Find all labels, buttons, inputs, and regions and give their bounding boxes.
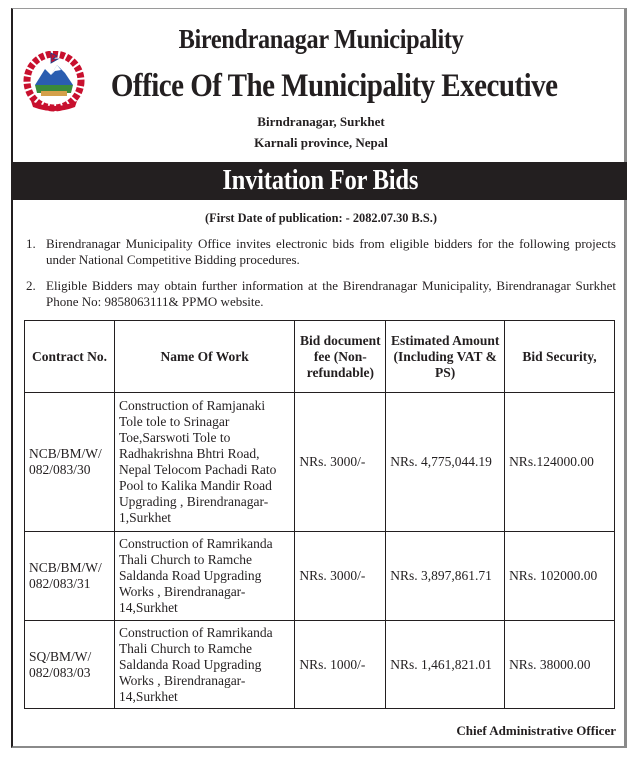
table-row bbox=[25, 393, 615, 532]
bid-security-cell: NRs. 102000.00 bbox=[505, 532, 615, 621]
paragraph-number: 1. bbox=[26, 236, 36, 251]
paragraph-number: 2. bbox=[26, 278, 36, 293]
table-row bbox=[25, 532, 615, 621]
contract-no-cell: SQ/BM/W/ 082/083/03 bbox=[25, 621, 115, 709]
invitation-banner bbox=[13, 162, 627, 200]
bid-fee-cell: NRs. 3000/- bbox=[295, 532, 386, 621]
paragraph-2 bbox=[26, 278, 616, 310]
bid-fee-cell: NRs. 3000/- bbox=[295, 393, 386, 532]
organization-name: Birendranagar Municipality bbox=[178, 24, 464, 54]
publication-date: (First Date of publication: - 2082.07.30 B.S.) bbox=[205, 210, 437, 225]
header-bid-document-fee: Bid document fee (Non-refundable) bbox=[295, 321, 386, 393]
office-name: Office Of The Municipality Executive bbox=[110, 68, 558, 104]
header-contract-no: Contract No. bbox=[25, 321, 115, 393]
contract-no-cell: NCB/BM/W/ 082/083/31 bbox=[25, 532, 115, 621]
table-row bbox=[25, 621, 615, 709]
paragraph-1 bbox=[26, 236, 616, 268]
signatory-title: Chief Administrative Officer bbox=[456, 723, 616, 738]
estimated-amount-cell: NRs. 1,461,821.01 bbox=[386, 621, 505, 709]
table-header-row bbox=[25, 321, 615, 393]
paragraph-text: Birendranagar Municipality Office invites electronic bids from eligible bidders for the following projects under National Competitive Bidding procedures. bbox=[46, 236, 616, 267]
contract-no-cell: NCB/BM/W/ 082/083/30 bbox=[25, 393, 115, 532]
estimated-amount-cell: NRs. 4,775,044.19 bbox=[386, 393, 505, 532]
bids-table bbox=[24, 320, 615, 709]
bid-security-cell: NRs.124000.00 bbox=[505, 393, 615, 532]
header-bid-security: Bid Security, bbox=[505, 321, 615, 393]
name-of-work-cell: Construction of Ramrikanda Thali Church to Ramche Saldanda Road Upgrading Works , Birendranagar-14,Surkhet bbox=[114, 532, 294, 621]
name-of-work-cell: Construction of Ramjanaki Tole tole to Srinagar Toe,Sarswoti Tole to Radhakrishna Bhtri Road, Nepal Telocom Pachadi Rato Pool to Kalika Mandir Road Upgrading , Birendranagar-1,Surkhet bbox=[114, 393, 294, 532]
bid-security-cell: NRs. 38000.00 bbox=[505, 621, 615, 709]
address-line-1: Birndranagar, Surkhet bbox=[257, 114, 385, 129]
header-estimated-amount: Estimated Amount (Including VAT & PS) bbox=[386, 321, 505, 393]
notice-paragraphs bbox=[26, 236, 616, 320]
bid-fee-cell: NRs. 1000/- bbox=[295, 621, 386, 709]
header-name-of-work: Name Of Work bbox=[114, 321, 294, 393]
address-line-2: Karnali province, Nepal bbox=[254, 135, 388, 150]
paragraph-text: Eligible Bidders may obtain further information at the Birendranagar Municipality, Birendranagar Surkhet Phone No: 9858063111& PPMO website. bbox=[46, 278, 616, 309]
estimated-amount-cell: NRs. 3,897,861.71 bbox=[386, 532, 505, 621]
banner-title: Invitation For Bids bbox=[222, 165, 418, 196]
name-of-work-cell: Construction of Ramrikanda Thali Church to Ramche Saldanda Road Upgrading Works , Birendranagar-14,Surkhet bbox=[114, 621, 294, 709]
